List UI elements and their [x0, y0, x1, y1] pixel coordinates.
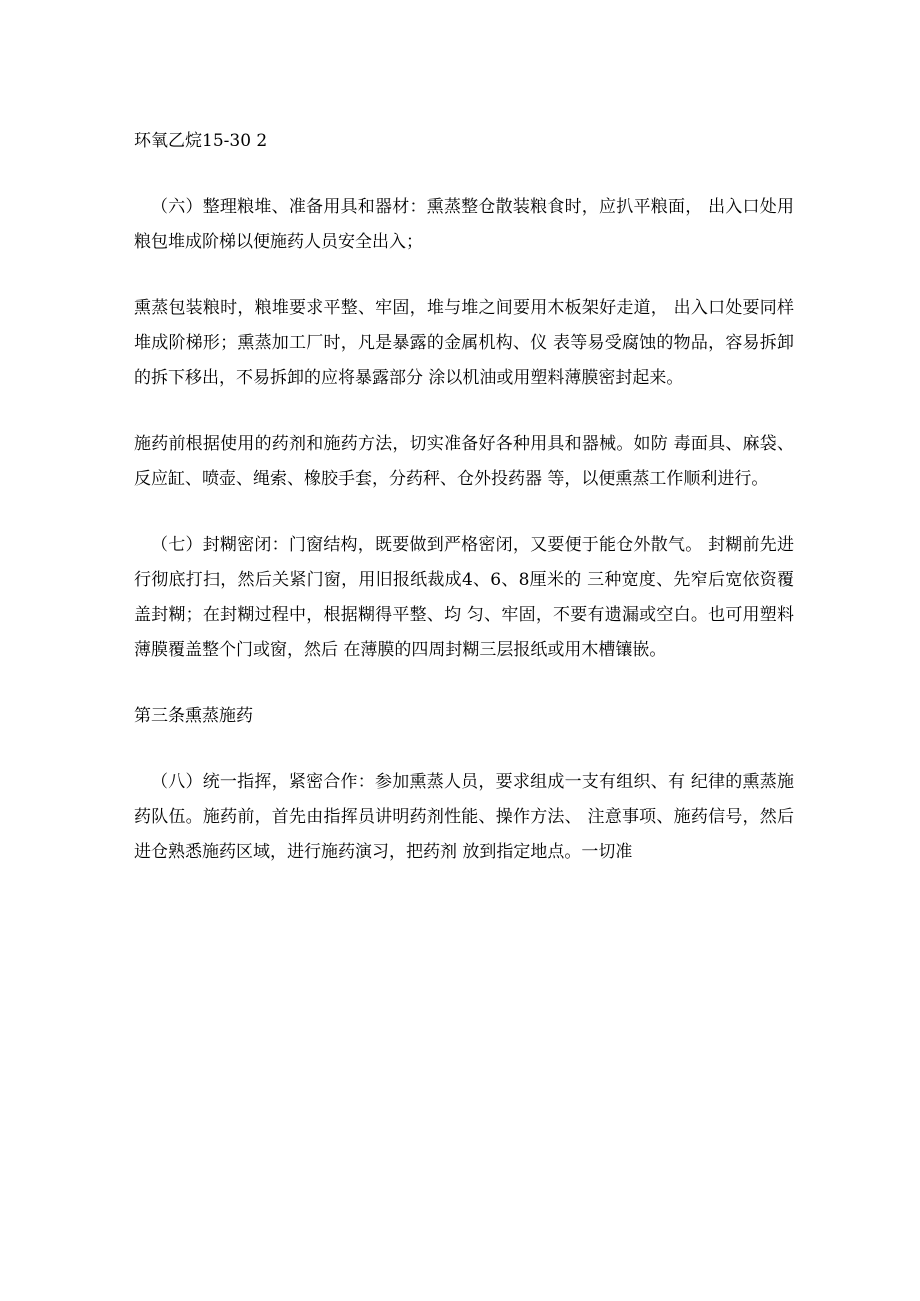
- paragraph-tools-preparation: 施药前根据使用的药剂和施药方法，切实准备好各种用具和器械。如防 毒面具、麻袋、反应缸、喷壶、绳索、橡胶手套，分药秤、仓外投药器 等，以便熏蒸工作顺利进行。: [134, 434, 794, 489]
- paragraph-formula-line: 环氧乙烷15-30 2: [134, 131, 268, 151]
- paragraph-section-8: （八）统一指挥，紧密合作：参加熏蒸人员，要求组成一支有组织、有 纪律的熏蒸施药队伍。施药前，首先由指挥员讲明药剂性能、操作方法、 注意事项、施药信号，然后进仓熟悉施药区域，进行施药演习，把药剂 放到指定地点。一切准: [134, 772, 794, 862]
- section-heading-article-3: 第三条熏蒸施药: [134, 706, 253, 726]
- document-body: [134, 124, 794, 870]
- paragraph-section-6: （六）整理粮堆、准备用具和器材：熏蒸整仓散装粮食时，应扒平粮面， 出入口处用粮包堆成阶梯以便施药人员安全出入；: [134, 197, 794, 252]
- paragraph-packaged-grain: 熏蒸包装粮时，粮堆要求平整、牢固，堆与堆之间要用木板架好走道， 出入口处要同样堆成阶梯形；熏蒸加工厂时，凡是暴露的金属机构、仪 表等易受腐蚀的物品，容易拆卸的拆下移出，不易拆卸的应将暴露部分 涂以机油或用塑料薄膜密封起来。: [134, 298, 794, 388]
- paragraph-section-7: （七）封糊密闭：门窗结构，既要做到严格密闭，又要便于能仓外散气。 封糊前先进行彻底打扫，然后关紧门窗，用旧报纸裁成4、6、8厘米的 三种宽度、先窄后宽依资覆盖封糊；在封糊过程中，根据糊得平整、均 匀、牢固，不要有遗漏或空白。也可用塑料薄膜覆盖整个门或窗，然后 在薄膜的四周封糊三层报纸或用木槽镶嵌。: [134, 535, 794, 660]
